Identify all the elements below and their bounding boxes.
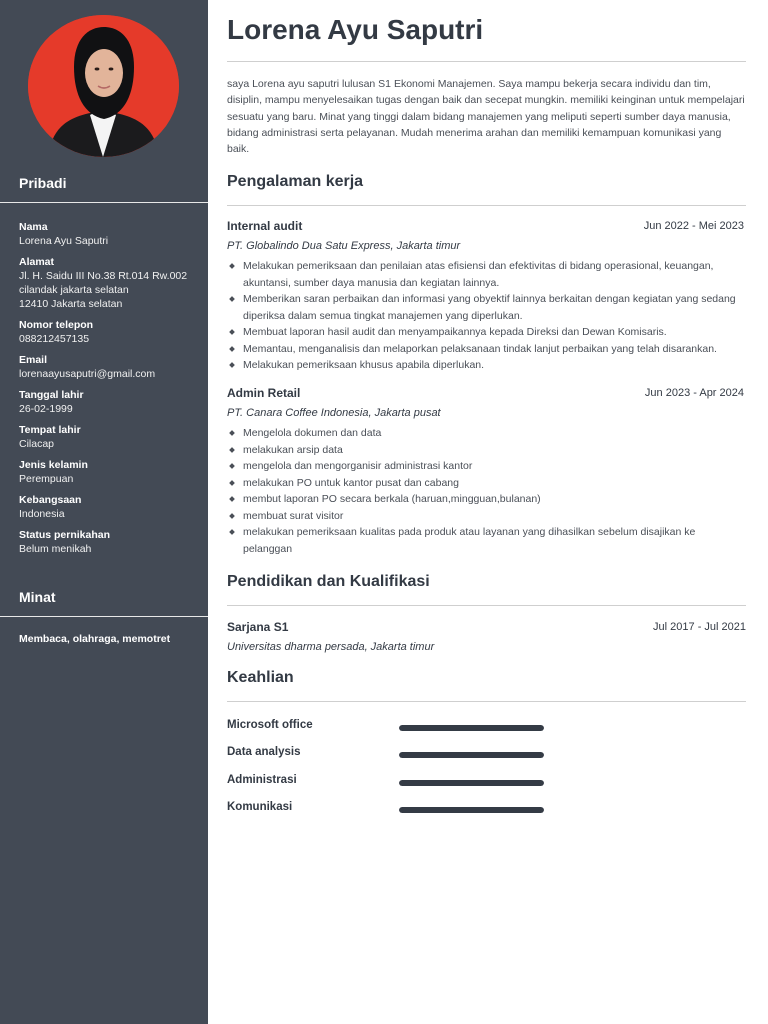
personal-item-address [19, 255, 204, 311]
list-item: membuat surat visitor [227, 508, 746, 525]
profile-summary: saya Lorena ayu saputri lulusan S1 Ekonomi Manajemen. Saya mampu bekerja secara individu dan tim, disiplin, mampu menyelesaikan tugas dengan baik dan secepat mungkin. memiliki keinginan untuk mempelajari sesuatu yang baru. Minat yang tinggi dalam bidang manajemen yang meliputi seperti sumber daya manusia, bidang administrasi serta pelayanan. Mudah menerima arahan dan memiliki kemampuan komunikasi yang baik. [227, 78, 745, 156]
personal-item-marital-status [19, 528, 204, 556]
personal-value: lorenaayusaputri@gmail.com [19, 368, 156, 380]
personal-item-gender [19, 458, 204, 486]
list-item: Melakukan pemeriksaan dan penilaian atas efisiensi dan efektivitas di bidang operasional, keuangan, akuntansi, sumber daya manusia dan kegiatan lainnya. [227, 258, 746, 291]
skill-bar [399, 752, 544, 758]
job-title: Admin Retail [227, 386, 301, 400]
list-item: membut laporan PO secara berkala (haruan,mingguan,bulanan) [227, 491, 746, 508]
job-dates: Jun 2022 - Mei 2023 [643, 220, 744, 232]
skill-bar [399, 725, 544, 731]
personal-item-phone [19, 318, 204, 346]
personal-label: Kebangsaan [19, 494, 82, 506]
skills-heading: Keahlian [227, 669, 294, 686]
divider [0, 202, 208, 203]
skill-name: Microsoft office [227, 719, 313, 731]
personal-label: Alamat [19, 256, 55, 268]
education-heading: Pendidikan dan Kualifikasi [227, 573, 430, 590]
job-company: PT. Globalindo Dua Satu Express, Jakarta timur [227, 240, 461, 252]
job-entry [227, 386, 746, 557]
personal-value: 088212457135 [19, 333, 90, 345]
skill-bar [399, 807, 544, 813]
skill-bar [399, 780, 544, 786]
list-item: melakukan pemeriksaan kualitas pada produk atau layanan yang dihasilkan sebelum disajikan ke pelanggan [227, 524, 746, 557]
personal-value: Belum menikah [19, 543, 92, 555]
divider [0, 616, 208, 617]
personal-item-birthplace [19, 423, 204, 451]
job-dates: Jun 2023 - Apr 2024 [644, 387, 744, 399]
personal-label: Nama [19, 221, 48, 233]
personal-label: Tempat lahir [19, 424, 81, 436]
personal-value: 26-02-1999 [19, 403, 73, 415]
list-item: melakukan PO untuk kantor pusat dan cabang [227, 475, 746, 492]
skill-bar-fill [399, 725, 544, 731]
personal-item-name [19, 220, 204, 248]
personal-label: Nomor telepon [19, 319, 94, 331]
divider [227, 205, 746, 206]
institution: Universitas dharma persada, Jakarta timur [227, 641, 435, 653]
personal-item-birthdate [19, 388, 204, 416]
skill-row [227, 719, 746, 735]
list-item: Memberikan saran perbaikan dan informasi yang obyektif lainnya berkaitan dengan kegiatan yang sedang diperiksa dalam semua tingkat manajemen yang diperlukan. [227, 291, 746, 324]
job-title: Internal audit [227, 219, 303, 233]
degree-title: Sarjana S1 [227, 620, 289, 634]
personal-item-email [19, 353, 204, 381]
skill-bar-fill [399, 780, 544, 786]
divider [227, 605, 746, 606]
skill-bar-fill [399, 807, 544, 813]
job-entry [227, 219, 746, 374]
skill-row [227, 774, 746, 790]
interests-text: Membaca, olahraga, memotret [19, 633, 171, 645]
experience-heading: Pengalaman kerja [227, 173, 364, 190]
personal-value: Lorena Ayu Saputri [19, 235, 109, 247]
skill-row [227, 746, 746, 762]
list-item: Melakukan pemeriksaan khusus apabila diperlukan. [227, 357, 746, 374]
personal-label: Email [19, 354, 48, 366]
list-item: Membuat laporan hasil audit dan menyampaikannya kepada Direksi dan Dewan Komisaris. [227, 324, 746, 341]
profile-photo [28, 15, 179, 157]
page-title: Lorena Ayu Saputri [227, 14, 484, 45]
personal-label: Tanggal lahir [19, 389, 84, 401]
personal-value: Indonesia [19, 508, 65, 520]
list-item: Mengelola dokumen dan data [227, 425, 746, 442]
personal-item-nationality [19, 493, 204, 521]
sidebar [0, 0, 208, 1024]
personal-value: Cilacap [19, 438, 55, 450]
personal-info [19, 220, 204, 563]
personal-value: Jl. H. Saidu III No.38 Rt.014 Rw.002 cilandak jakarta selatan 12410 Jakarta selatan [19, 270, 188, 310]
job-duties [227, 258, 746, 374]
personal-heading: Pribadi [19, 175, 67, 191]
skill-name: Administrasi [227, 774, 297, 786]
education-dates: Jul 2017 - Jul 2021 [653, 621, 746, 633]
skill-row [227, 801, 746, 817]
list-item: melakukan arsip data [227, 442, 746, 459]
profile-photo-image [28, 15, 179, 157]
divider [227, 701, 746, 702]
job-duties [227, 425, 746, 557]
skill-name: Data analysis [227, 746, 301, 758]
list-item: Memantau, menganalisis dan melaporkan pelaksanaan tindak lanjut perbaikan yang telah disarankan. [227, 341, 746, 358]
list-item: mengelola dan mengorganisir administrasi kantor [227, 458, 746, 475]
personal-label: Status pernikahan [19, 529, 111, 541]
job-company: PT. Canara Coffee Indonesia, Jakarta pusat [227, 407, 441, 419]
skill-bar-fill [399, 752, 544, 758]
personal-label: Jenis kelamin [19, 459, 88, 471]
divider [227, 61, 746, 62]
education-entry [227, 620, 746, 659]
skill-name: Komunikasi [227, 801, 293, 813]
interests-heading: Minat [19, 589, 56, 605]
personal-value: Perempuan [19, 473, 74, 485]
